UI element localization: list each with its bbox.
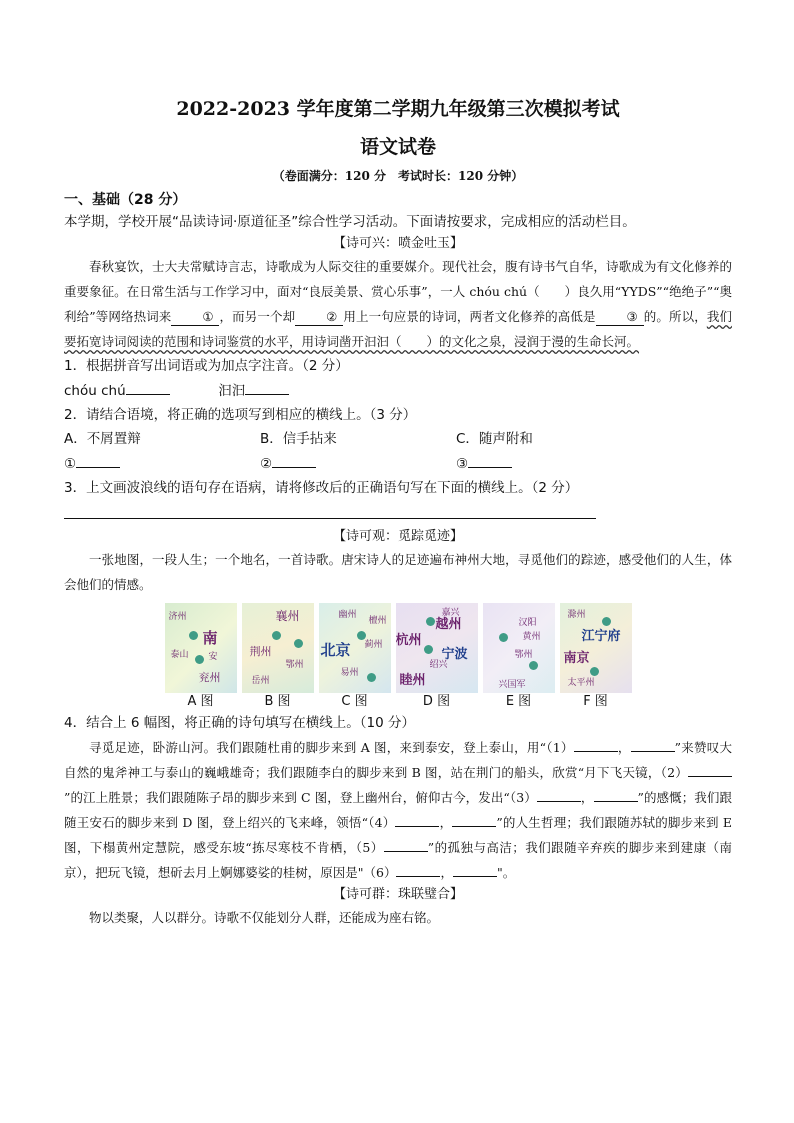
map-pin-icon: [294, 639, 303, 648]
q2-option-c: C．随声附和: [456, 431, 533, 447]
passage3-comma: ，: [439, 815, 453, 830]
map-caption-a: A 图: [187, 694, 214, 709]
q1-word-label: 汩汩: [218, 383, 246, 399]
q1-answer-blank-2[interactable]: [245, 378, 289, 395]
map-label: 易州: [340, 668, 359, 678]
poem-blank-4a[interactable]: [395, 810, 439, 827]
map-label: 襄州: [275, 609, 300, 623]
map-label: 绍兴: [429, 660, 448, 670]
map-label: 南京: [563, 651, 590, 666]
map-caption-c: C 图: [341, 694, 368, 709]
map-label: 嘉兴: [441, 608, 460, 618]
question-1: 1．根据拼音写出词语或为加点字注音。（2 分）: [64, 358, 349, 374]
passage3-comma: ，: [440, 865, 453, 880]
poem-blank-1a[interactable]: [574, 735, 618, 752]
q2-blank-label-1: ①: [64, 456, 77, 472]
q2-blanks: [64, 451, 732, 476]
map-pin-icon: [499, 633, 508, 642]
map-pin-icon: [426, 617, 435, 626]
map-label: 泰山: [170, 650, 189, 660]
q2-option-a: A．不屑置辩: [64, 431, 141, 447]
part1-title: 【诗可兴：喷金吐玉】: [332, 236, 463, 251]
q2-answer-blank-3[interactable]: [468, 451, 512, 468]
q2-answer-blank-1[interactable]: [76, 451, 120, 468]
part2-title: 【诗可观：觅踪觅迹】: [332, 529, 463, 544]
map-label: 南: [202, 629, 218, 647]
map-pin-icon: [189, 631, 198, 640]
passage3-s4: ”的感慨；我们跟随王安石的脚步来到 D 图，登上绍兴的飞来峰，领悟“（4）: [64, 790, 732, 830]
map-label: 北京: [320, 641, 351, 659]
question-3: 3．上文画波浪线的语句存在语病，请将修改后的正确语句写在下面的横线上。（2 分）: [64, 480, 579, 496]
map-label: 鄂州: [285, 660, 304, 670]
part3-title: 【诗可群：珠联璧合】: [332, 887, 463, 902]
question-2: 2．请结合语境，将正确的选项写到相应的横线上。（3 分）: [64, 407, 417, 423]
exam-subtitle: 语文试卷: [359, 136, 436, 158]
map-a-image: [165, 603, 237, 693]
passage3-s5: ”的人生哲理；我们跟随苏轼的脚步来到 E 图，下榻黄州定慧院，感受东坡“拣尽寒枝不肯栖，（5）: [64, 815, 732, 855]
map-caption-f: F 图: [583, 694, 608, 709]
poem-blank-3a[interactable]: [537, 785, 581, 802]
exam-note: （卷面满分：120 分 考试时长：120 分钟）: [272, 169, 524, 183]
passage-4: 物以类聚，人以群分。诗歌不仅能划分人群，还能成为座右铭。: [89, 910, 440, 925]
map-caption-b: B 图: [264, 694, 291, 709]
passage1-text-a: 春秋宴饮，士大夫常赋诗言志，诗歌成为人际交往的重要媒介。现代社会，腹有诗书气自华，诗歌成为有文化修养的重要象征。在日常生活与工作学习中，面对“良辰美景、赏心乐事”，一人 chóu chú（ ）良久用“YYDS”“绝绝子”“奥利给”等网络热词来: [64, 259, 732, 324]
map-label: 安: [208, 652, 218, 662]
map-c-image: [319, 603, 391, 693]
map-pin-icon: [602, 617, 611, 626]
map-pin-icon: [195, 655, 204, 664]
map-label: 杭州: [395, 633, 422, 648]
map-label: 太平州: [567, 678, 595, 688]
map-pin-icon: [272, 631, 281, 640]
passage3-comma: ，: [580, 790, 594, 805]
passage-1: [64, 254, 732, 354]
map-pin-icon: [357, 631, 366, 640]
passage1-blank-3[interactable]: ③: [596, 309, 644, 326]
poem-blank-6b[interactable]: [453, 860, 497, 877]
q2-answer-blank-2[interactable]: [272, 451, 316, 468]
passage3-s7: "。: [496, 865, 516, 880]
poem-blank-1b[interactable]: [631, 735, 675, 752]
passage3-s1: 寻觅足迹，卧游山河。我们跟随杜甫的脚步来到 A 图，来到泰安，登上泰山，用“（1）: [89, 740, 574, 755]
q2-options: [64, 427, 732, 451]
map-label: 蓟州: [364, 640, 383, 650]
map-label: 鄂州: [514, 650, 533, 660]
q2-blank-label-2: ②: [260, 456, 273, 472]
map-label: 檀州: [368, 616, 387, 626]
passage-3: [64, 735, 732, 885]
poem-blank-3b[interactable]: [594, 785, 638, 802]
map-captions: [64, 693, 732, 711]
poem-blank-4b[interactable]: [452, 810, 496, 827]
passage3-s6: ”的孤独与高洁；我们跟随辛弃疾的脚步来到建康（南京），把玩飞镜，想斫去月上婀娜婆娑的桂树，原因是"（6）: [64, 840, 732, 880]
q1-pinyin-label: chóu chú: [64, 383, 126, 399]
map-d-image: [396, 603, 478, 693]
map-label: 越州: [435, 617, 462, 632]
map-label: 睦州: [399, 673, 426, 688]
map-label: 荆州: [249, 645, 272, 658]
question-1-answers: [64, 378, 732, 403]
map-pin-icon: [424, 645, 433, 654]
map-label: 兴国军: [498, 680, 526, 690]
map-label: 兖州: [198, 671, 221, 684]
map-label: 黄州: [522, 632, 541, 642]
poem-blank-6a[interactable]: [396, 860, 440, 877]
map-b-image: [242, 603, 314, 693]
q3-answer-line[interactable]: [64, 504, 596, 519]
section-intro: 本学期，学校开展“品读诗词·原道征圣”综合性学习活动。下面请按要求，完成相应的活动栏目。: [64, 214, 636, 230]
map-strip: [64, 603, 732, 693]
map-caption-d: D 图: [422, 694, 451, 709]
map-label: 岳州: [251, 676, 270, 686]
map-pin-icon: [529, 661, 538, 670]
map-label: 滁州: [567, 610, 586, 620]
passage3-s3: ”的江上胜景；我们跟随陈子昂的脚步来到 C 图，登上幽州台，俯仰古今，发出“（3）: [64, 790, 537, 805]
map-label: 幽州: [338, 610, 357, 620]
poem-blank-2[interactable]: [688, 760, 732, 777]
map-label: 汉阳: [518, 618, 537, 628]
map-f-image: [560, 603, 632, 693]
passage1-text-b: ，而另一个却: [219, 309, 296, 324]
exam-title: 2022-2023 学年度第二学期九年级第三次模拟考试: [176, 98, 620, 120]
passage1-text-c: 用上一句应景的诗词，两者文化修养的高低是: [343, 309, 596, 324]
map-label: 江宁府: [581, 629, 621, 644]
map-label: 济州: [168, 612, 187, 622]
exam-page: [64, 96, 732, 930]
section-heading: 一、基础（28 分）: [64, 192, 187, 208]
question-4: 4．结合上 6 幅图，将正确的诗句填写在横线上。（10 分）: [64, 715, 415, 731]
passage1-blank-2[interactable]: ②: [295, 309, 343, 326]
passage1-blank-1[interactable]: ①: [171, 309, 219, 326]
q2-option-b: B．信手拈来: [260, 431, 337, 447]
passage-2: 一张地图，一段人生；一个地名，一首诗歌。唐宋诗人的足迹遍布神州大地，寻觅他们的踪迹，感受他们的人生，体会他们的情感。: [64, 552, 732, 592]
q1-answer-blank-1[interactable]: [126, 378, 170, 395]
passage1-text-d: 的。所以，: [643, 309, 707, 324]
q2-blank-label-3: ③: [456, 456, 469, 472]
map-pin-icon: [367, 673, 376, 682]
map-pin-icon: [590, 667, 599, 676]
map-caption-e: E 图: [505, 694, 532, 709]
passage1-wavy-sentence: 我们要拓宽诗词阅读的范围和诗词鉴赏的水平，用诗词凿开汩汩（ ）的文化之泉，浸润于漫的生命长河。: [64, 309, 732, 349]
map-label: 宁波: [441, 647, 468, 662]
passage3-comma: ，: [617, 740, 631, 755]
map-e-image: [483, 603, 555, 693]
poem-blank-5[interactable]: [384, 835, 428, 852]
passage3-s2: ”来赞叹大自然的鬼斧神工与泰山的巍峨雄奇；我们跟随李白的脚步来到 B 图，站在荆门的船头，欣赏“月下飞天镜，（2）: [64, 740, 732, 780]
